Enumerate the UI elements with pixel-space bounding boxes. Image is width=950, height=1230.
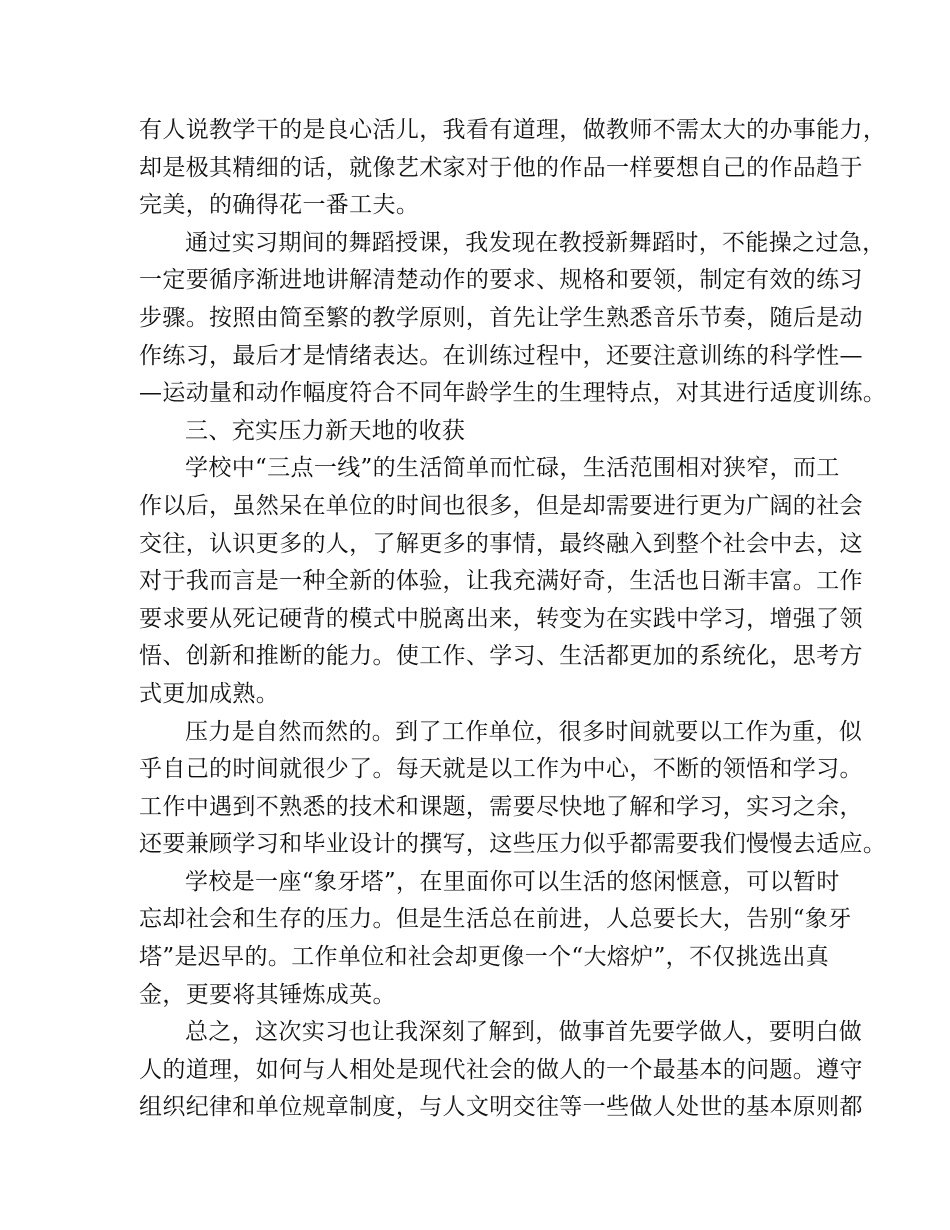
text-line: —运动量和动作幅度符合不同年龄学生的生理特点，对其进行适度训练。	[139, 380, 887, 407]
text-line: 交往，认识更多的人，了解更多的事情，最终融入到整个社会中去，这	[139, 530, 863, 557]
text-line: 工作中遇到不熟悉的技术和课题，需要尽快地了解和学习，实习之余，	[139, 793, 863, 820]
text-line: 总之，这次实习也让我深刻了解到，做事首先要学做人，要明白做	[185, 1019, 863, 1046]
text-line: 压力是自然而然的。到了工作单位，很多时间就要以工作为重，似	[185, 718, 863, 745]
text-line: 塔”是迟早的。工作单位和社会却更像一个“大熔炉”，不仅挑选出真	[139, 944, 830, 971]
text-line: 对于我而言是一种全新的体验，让我充满好奇，生活也日渐丰富。工作	[139, 568, 863, 595]
text-line: 人的道理，如何与人相处是现代社会的做人的一个最基本的问题。遵守	[139, 1056, 863, 1083]
text-line: 组织纪律和单位规章制度，与人文明交往等一些做人处世的基本原则都	[139, 1094, 863, 1121]
text-line: 作以后，虽然呆在单位的时间也很多，但是却需要进行更为广阔的社会	[139, 492, 863, 519]
text-line: 却是极其精细的话，就像艺术家对于他的作品一样要想自己的作品趋于	[139, 154, 863, 181]
text-line: 作练习，最后才是情绪表达。在训练过程中，还要注意训练的科学性—	[139, 342, 863, 369]
text-line: 乎自己的时间就很少了。每天就是以工作为中心，不断的领悟和学习。	[139, 756, 863, 783]
text-line: 学校是一座“象牙塔”，在里面你可以生活的悠闲惬意，可以暂时	[185, 868, 840, 895]
text-line: 要求要从死记硬背的模式中脱离出来，转变为在实践中学习，增强了领	[139, 605, 863, 632]
text-line: 完美，的确得花一番工夫。	[139, 192, 420, 219]
text-line: 悟、创新和推断的能力。使工作、学习、生活都更加的系统化，思考方	[139, 643, 863, 670]
section-heading: 三、充实压力新天地的收获	[185, 417, 466, 444]
text-line: 金，更要将其锤炼成英。	[139, 981, 396, 1008]
text-line: 有人说教学干的是良心活儿，我看有道理，做教师不需太大的办事能力，	[139, 117, 887, 143]
document-body	[139, 112, 887, 1127]
text-line: 一定要循序渐进地讲解清楚动作的要求、规格和要领，制定有效的练习	[139, 267, 863, 294]
text-line: 式更加成熟。	[139, 680, 280, 707]
text-line: 学校中“三点一线”的生活简单而忙碌，生活范围相对狭窄，而工	[185, 455, 840, 482]
text-line: 通过实习期间的舞蹈授课，我发现在教授新舞蹈时，不能操之过急，	[185, 229, 886, 256]
text-line: 步骤。按照由简至繁的教学原则，首先让学生熟悉音乐节奏，随后是动	[139, 304, 863, 331]
text-line: 忘却社会和生存的压力。但是生活总在前进，人总要长大，告别“象牙	[139, 906, 852, 933]
text-line: 还要兼顾学习和毕业设计的撰写，这些压力似乎都需要我们慢慢去适应。	[139, 831, 887, 858]
